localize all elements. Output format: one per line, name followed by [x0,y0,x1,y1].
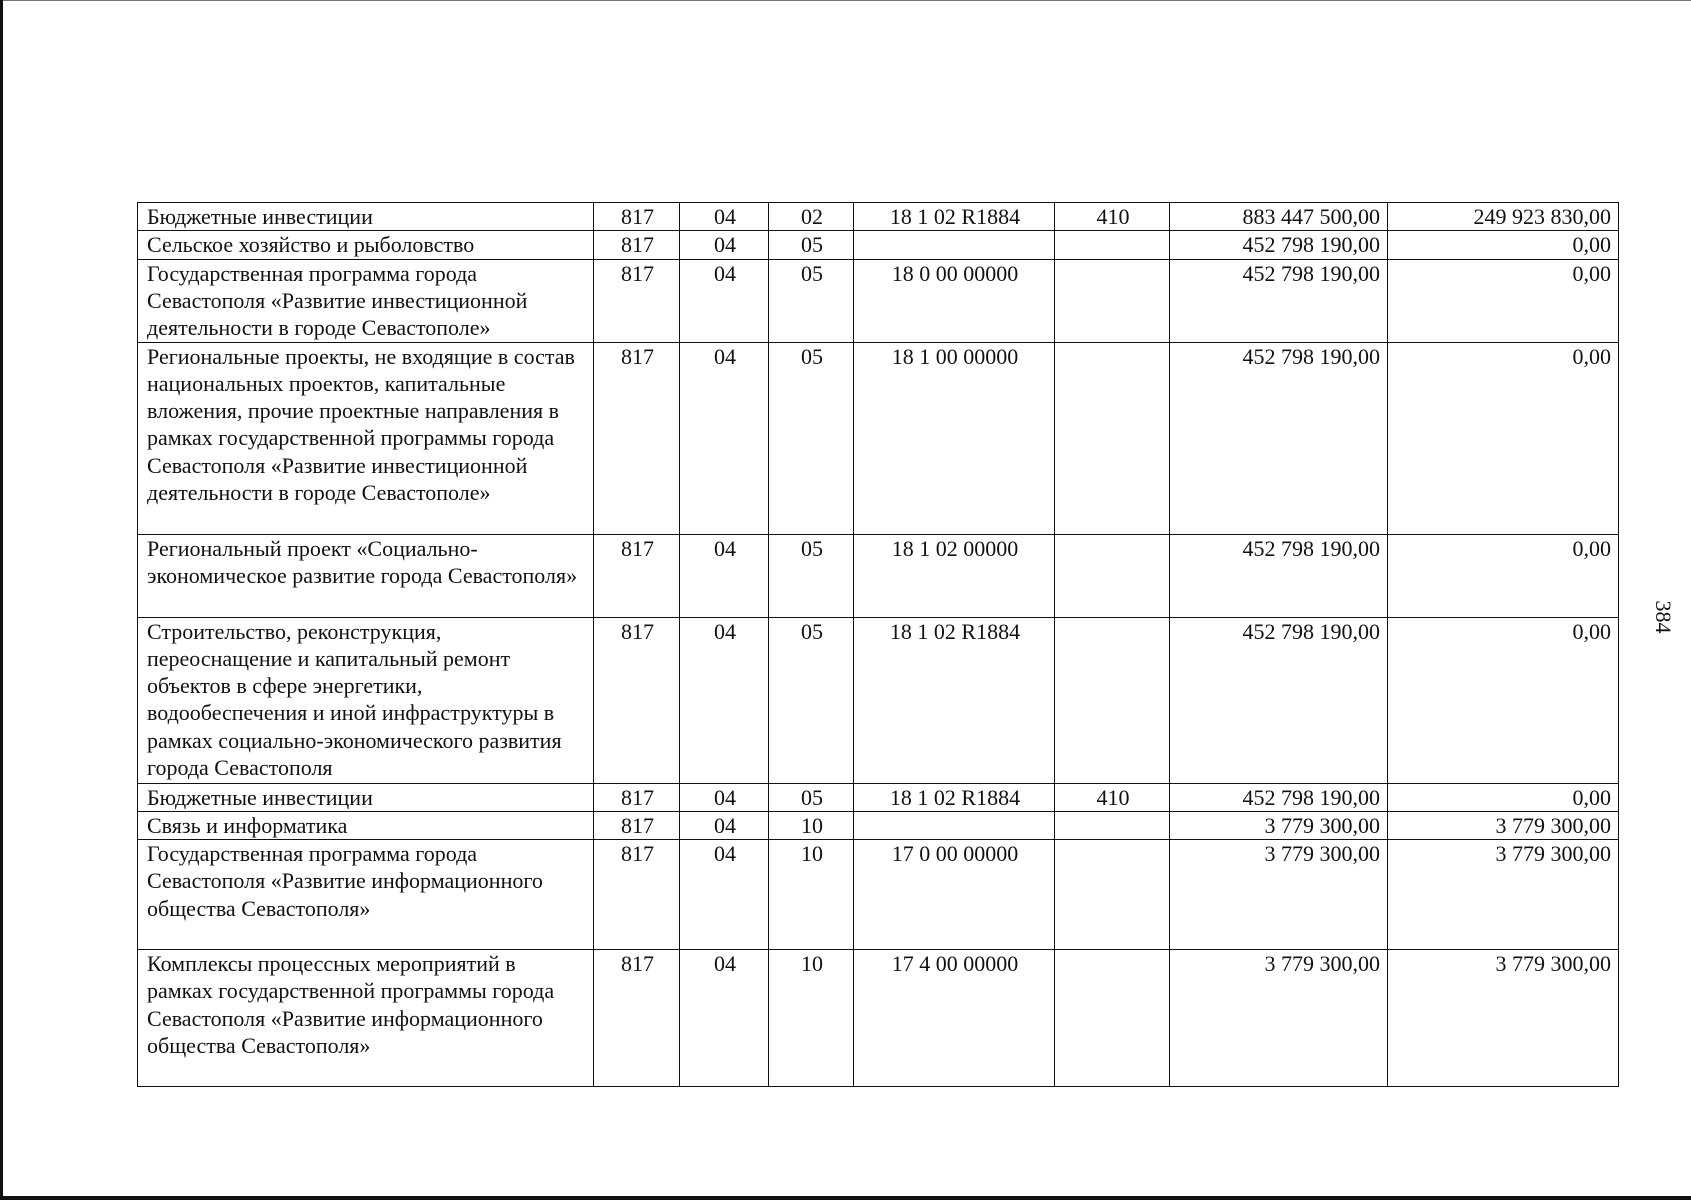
section-code: 04 [680,617,769,783]
amount-1: 452 798 190,00 [1170,534,1388,617]
amount-1: 452 798 190,00 [1170,259,1388,342]
amount-1: 452 798 190,00 [1170,342,1388,534]
row-name: Сельское хозяйство и рыболовство [138,231,594,259]
amount-1: 452 798 190,00 [1170,617,1388,783]
table-row [138,617,1619,783]
expense-type-code [1055,231,1170,259]
subsection-code: 10 [769,840,854,950]
subsection-code: 02 [769,203,854,231]
amount-2: 0,00 [1388,231,1619,259]
row-name: Бюджетные инвестиции [138,783,594,811]
amount-2: 0,00 [1388,342,1619,534]
expense-type-code [1055,534,1170,617]
expense-type-code [1055,259,1170,342]
row-name: Государственная программа города Севастополя «Развитие информационного общества Севастополя» [138,840,594,950]
expense-type-code [1055,342,1170,534]
subsection-code: 05 [769,231,854,259]
top-edge-line [3,0,1691,1]
section-code: 04 [680,259,769,342]
grbs-code: 817 [594,811,680,839]
amount-1: 883 447 500,00 [1170,203,1388,231]
expense-type-code [1055,840,1170,950]
amount-1: 3 779 300,00 [1170,840,1388,950]
grbs-code: 817 [594,342,680,534]
table-row [138,950,1619,1087]
row-name: Региональные проекты, не входящие в состав национальных проектов, капитальные вложения, прочие проектные направления в рамках государственной программы города Севастополя «Развитие инвестиционной деятельности в городе Севастополе» [138,342,594,534]
row-name: Бюджетные инвестиции [138,203,594,231]
amount-1: 452 798 190,00 [1170,783,1388,811]
target-article-code: 18 1 02 R1884 [854,783,1055,811]
target-article-code: 18 1 00 00000 [854,342,1055,534]
target-article-code: 18 1 02 00000 [854,534,1055,617]
grbs-code: 817 [594,950,680,1087]
amount-2: 3 779 300,00 [1388,840,1619,950]
target-article-code [854,811,1055,839]
subsection-code: 10 [769,811,854,839]
row-name: Государственная программа города Севастополя «Развитие инвестиционной деятельности в городе Севастополе» [138,259,594,342]
expense-type-code: 410 [1055,203,1170,231]
amount-1: 3 779 300,00 [1170,811,1388,839]
subsection-code: 05 [769,534,854,617]
table-row [138,259,1619,342]
amount-2: 0,00 [1388,534,1619,617]
section-code: 04 [680,534,769,617]
amount-2: 3 779 300,00 [1388,950,1619,1087]
budget-table [137,202,1619,1087]
section-code: 04 [680,342,769,534]
target-article-code: 18 1 02 R1884 [854,203,1055,231]
grbs-code: 817 [594,231,680,259]
section-code: 04 [680,203,769,231]
subsection-code: 05 [769,342,854,534]
target-article-code: 17 4 00 00000 [854,950,1055,1087]
target-article-code: 18 1 02 R1884 [854,617,1055,783]
section-code: 04 [680,783,769,811]
row-name: Строительство, реконструкция, переоснащение и капитальный ремонт объектов в сфере энергетики, водообеспечения и иной инфраструктуры в рамках социально-экономического развития города Севастополя [138,617,594,783]
table-row [138,534,1619,617]
section-code: 04 [680,811,769,839]
amount-2: 0,00 [1388,617,1619,783]
row-name: Связь и информатика [138,811,594,839]
row-name: Региональный проект «Социально-экономическое развитие города Севастополя» [138,534,594,617]
grbs-code: 817 [594,840,680,950]
target-article-code [854,231,1055,259]
grbs-code: 817 [594,259,680,342]
table-row [138,342,1619,534]
page-number: 384 [1651,600,1676,634]
table-row [138,203,1619,231]
grbs-code: 817 [594,783,680,811]
grbs-code: 817 [594,534,680,617]
target-article-code: 17 0 00 00000 [854,840,1055,950]
amount-2: 0,00 [1388,259,1619,342]
section-code: 04 [680,950,769,1087]
subsection-code: 05 [769,783,854,811]
amount-1: 3 779 300,00 [1170,950,1388,1087]
table-row [138,783,1619,811]
row-name: Комплексы процессных мероприятий в рамках государственной программы города Севастополя «Развитие информационного общества Севастополя» [138,950,594,1087]
section-code: 04 [680,840,769,950]
section-code: 04 [680,231,769,259]
amount-2: 249 923 830,00 [1388,203,1619,231]
expense-type-code [1055,617,1170,783]
subsection-code: 10 [769,950,854,1087]
expense-type-code [1055,950,1170,1087]
expense-type-code [1055,811,1170,839]
table-row [138,840,1619,950]
target-article-code: 18 0 00 00000 [854,259,1055,342]
subsection-code: 05 [769,259,854,342]
amount-1: 452 798 190,00 [1170,231,1388,259]
table-row [138,811,1619,839]
expense-type-code: 410 [1055,783,1170,811]
subsection-code: 05 [769,617,854,783]
grbs-code: 817 [594,617,680,783]
amount-2: 3 779 300,00 [1388,811,1619,839]
amount-2: 0,00 [1388,783,1619,811]
grbs-code: 817 [594,203,680,231]
table-row [138,231,1619,259]
